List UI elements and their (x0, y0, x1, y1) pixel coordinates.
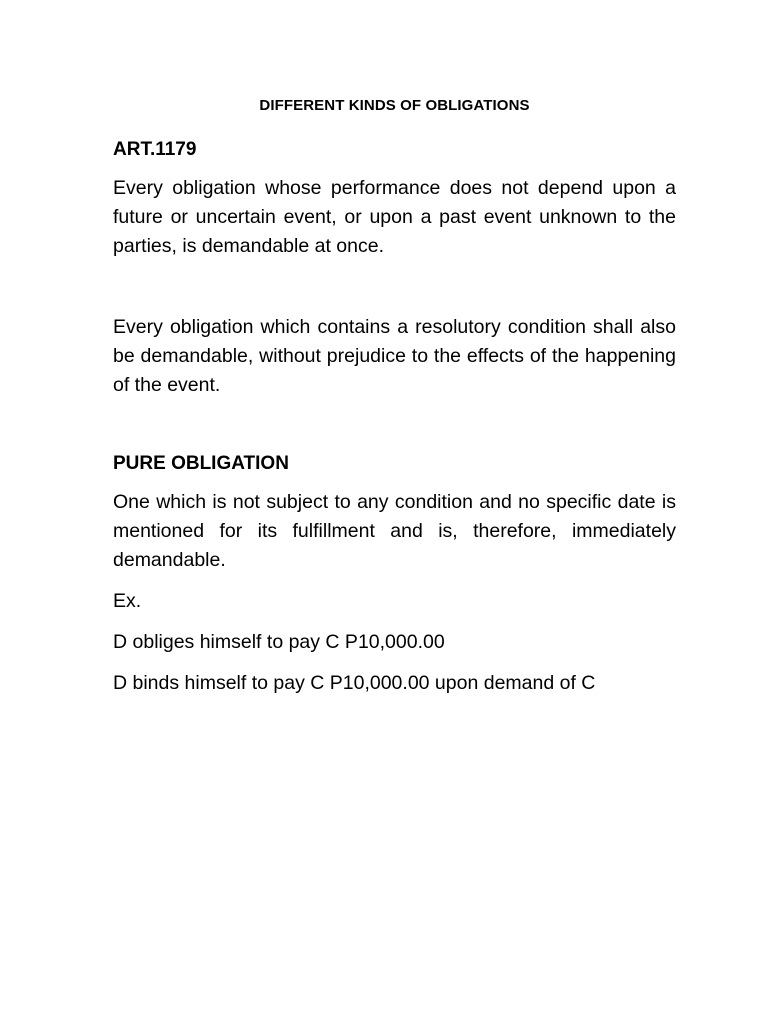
pure-obligation-definition: One which is not subject to any condition and no specific date is mentioned for its fulfillment and is, therefore, immediately demandable. (113, 491, 676, 571)
article-paragraph-1: Every obligation whose performance does not depend upon a future or uncertain event, or upon a past event unknown to the parties, is demandable at once. (113, 177, 676, 257)
document-title: DIFFERENT KINDS OF OBLIGATIONS (259, 97, 530, 114)
example-line-1: D obliges himself to pay C P10,000.00 (113, 631, 445, 653)
article-heading: ART.1179 (113, 139, 197, 160)
example-label: Ex. (113, 590, 142, 612)
pure-obligation-heading: PURE OBLIGATION (113, 453, 289, 474)
example-line-2: D binds himself to pay C P10,000.00 upon demand of C (113, 672, 596, 694)
document-body (113, 96, 676, 698)
article-paragraph-2: Every obligation which contains a resolutory condition shall also be demandable, without prejudice to the effects of the happening of the event. (113, 316, 676, 396)
